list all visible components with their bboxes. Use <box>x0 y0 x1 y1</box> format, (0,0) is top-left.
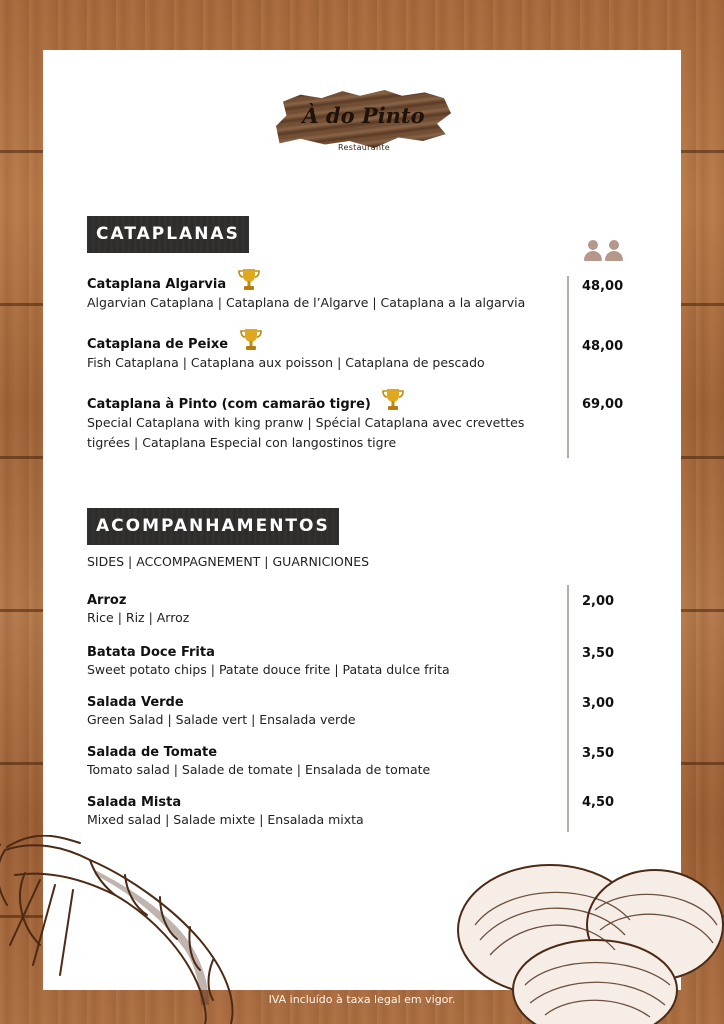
menu-item <box>87 593 547 628</box>
logo-subtitle: Restaurante <box>337 143 391 152</box>
price-divider <box>567 585 569 832</box>
menu-item <box>87 327 547 373</box>
item-description: Mixed salad | Salade mixte | Ensalada mixta <box>87 812 364 827</box>
item-description: Rice | Riz | Arroz <box>87 610 190 625</box>
footer-vat-note: IVA incluído à taxa legal em vigor. <box>268 993 456 1006</box>
menu-item <box>87 387 557 453</box>
item-name: Cataplana à Pinto (com camarão tigre) <box>87 397 371 412</box>
menu-item <box>87 645 547 680</box>
item-description: Tomato salad | Salade de tomate | Ensalada de tomate <box>87 762 431 777</box>
item-price: 48,00 <box>582 339 624 354</box>
section-header-cataplanas: CATAPLANAS <box>87 216 249 253</box>
price-divider <box>567 276 569 458</box>
logo-title: À do Pinto <box>302 103 425 128</box>
section-header-acompanhamentos: ACOMPANHAMENTOS <box>87 508 339 545</box>
item-price: 4,50 <box>582 795 615 810</box>
item-description: Green Salad | Salade vert | Ensalada verde <box>87 712 356 727</box>
item-description: Sweet potato chips | Patate douce frite | Patata dulce frita <box>87 662 450 677</box>
item-name: Batata Doce Frita <box>87 645 215 660</box>
menu-item <box>87 695 547 730</box>
two-people-icon <box>583 240 625 262</box>
item-name: Cataplana Algarvia <box>87 277 227 292</box>
item-name: Salada Verde <box>87 695 184 710</box>
menu-item <box>87 795 547 830</box>
menu-item <box>87 745 547 780</box>
item-price: 3,00 <box>582 696 615 711</box>
item-name: Salada Mista <box>87 795 182 810</box>
item-description: Fish Cataplana | Cataplana aux poisson | Cataplana de pescado <box>87 355 485 370</box>
item-description: Special Cataplana with king pranw | Spécial Cataplana avec crevettes tigrées | Cataplana Especial con langostinos tigre <box>87 415 525 450</box>
item-price: 3,50 <box>582 746 615 761</box>
restaurant-logo <box>276 90 451 160</box>
item-name: Arroz <box>87 593 127 608</box>
item-price: 69,00 <box>582 397 624 412</box>
item-name: Cataplana de Peixe <box>87 337 229 352</box>
menu-item <box>87 267 547 313</box>
section-subtitle: SIDES | ACCOMPAGNEMENT | GUARNICIONES <box>87 554 370 569</box>
item-description: Algarvian Cataplana | Cataplana de l’Algarve | Cataplana a la algarvia <box>87 295 526 310</box>
item-name: Salada de Tomate <box>87 745 218 760</box>
item-price: 2,00 <box>582 594 615 609</box>
item-price: 3,50 <box>582 646 615 661</box>
item-price: 48,00 <box>582 279 624 294</box>
